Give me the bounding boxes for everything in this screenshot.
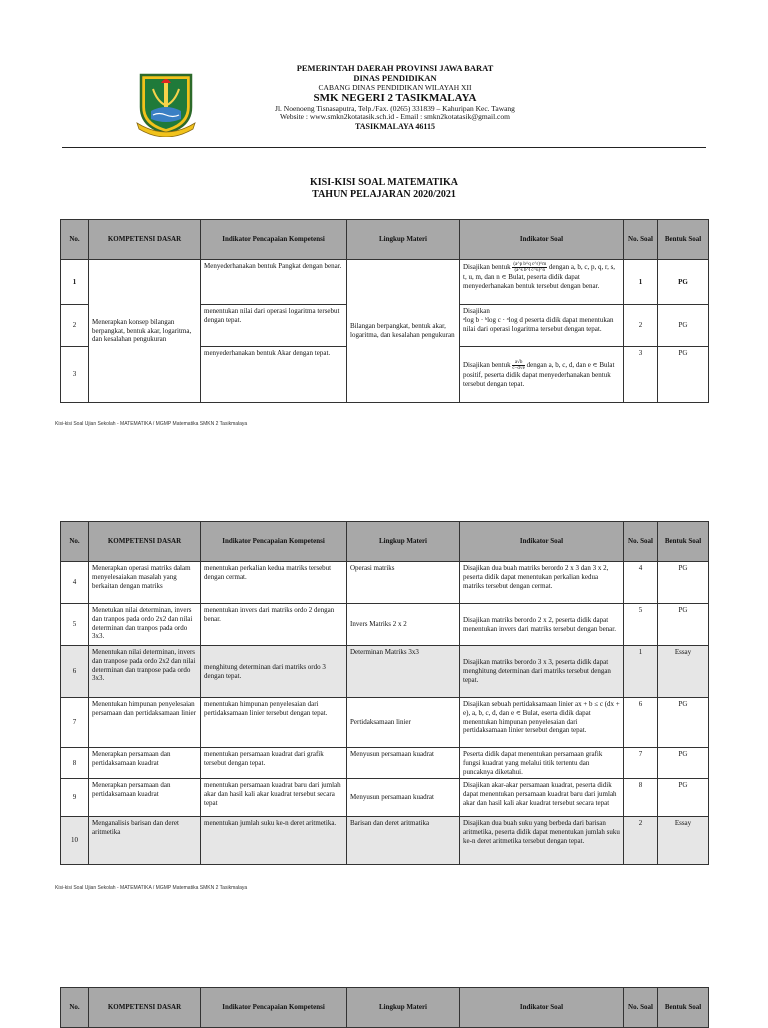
fraction-denominator: c−d√e — [512, 366, 525, 372]
table-row — [61, 646, 709, 698]
grid-table-1 — [60, 219, 709, 403]
indikator-rest: dengan a, b, c, p, q, r, s, t, u, m, dan n ∊ Bulat, peserta didik dapat menyederhanakan bentuk tersebut dengan benar. — [463, 263, 616, 290]
row-indikator: Disajikan akar-akar persamaan kuadrat, peserta didik dapat menentukan persamaan kuadrat baru dari jumlah akar dan hasil kali akar kuadrat tersebut secara tepat — [460, 779, 624, 817]
row-indikator: Disajikan matriks berordo 2 x 2, peserta didik dapat menentukan invers dari matriks tersebut dengan benar. — [460, 604, 624, 646]
school-contact: Website : www.smkn2kotatasik.sch.id - Email : smkn2kotatasik@gmail.com — [280, 112, 510, 122]
row-lingkup: Operasi matriks — [347, 562, 460, 604]
row-indikator: Disajikan dua buah suku yang berbeda dari barisan aritmetika, peserta didik dapat menentukan jumlah suku ke-n deret aritmetika tersebut dengan tepat. — [460, 817, 624, 865]
row-indikator: Disajikan sebuah pertidaksamaan linier ax + b ≤ c (dx + e), a, b, c, d, dan e ∊ Bulat, eserta didik dapat menentukan himpunan penyelesaian dari pertidaksamaan linier tersebut dengan tepat. — [460, 698, 624, 748]
row-bentuk: PG — [658, 305, 709, 347]
row-lingkup: Invers Matriks 2 x 2 — [347, 604, 460, 646]
row-kd: Menerapkan operasi matriks dalam menyelesaiakan masalah yang berkaitan dengan matriks — [89, 562, 201, 604]
jawa-barat-crest-logo — [131, 67, 201, 137]
row-ipk: menentukan invers dari matriks ordo 2 dengan benar. — [201, 604, 347, 646]
row-kd: Menerapkan persamaan dan pertidaksamaan kuadrat — [89, 748, 201, 779]
header-kd: KOMPETENSI DASAR — [89, 988, 201, 1028]
indikator-lead: Disajikan — [463, 307, 490, 315]
row-ipk: menentukan jumlah suku ke-n deret aritmetika. — [201, 817, 347, 865]
header-indikator: Indikator Soal — [460, 220, 624, 260]
row-no: 1 — [61, 260, 89, 305]
table-header-row — [61, 988, 709, 1028]
row-ipk: menentukan persamaan kuadrat dari grafik tersebut dengan tepat. — [201, 748, 347, 779]
header-no-soal: No. Soal — [624, 220, 658, 260]
grid-table-3 — [60, 987, 709, 1028]
header-lingkup: Lingkup Materi — [347, 522, 460, 562]
header-ipk: Indikator Pencapaian Kompetensi — [201, 522, 347, 562]
header-lingkup: Lingkup Materi — [347, 988, 460, 1028]
row-kd: Menentukan himpunan penyelesaian persamaan dan pertidaksamaan linier — [89, 698, 201, 748]
row-bentuk: PG — [658, 260, 709, 305]
fraction-denominator: (a^s b^t c^u)^n — [514, 268, 545, 273]
row-no-soal: 4 — [624, 562, 658, 604]
row-lingkup: Pertidaksamaan linier — [347, 698, 460, 748]
row-indikator — [460, 260, 624, 305]
page-footer: Kisi-kisi Soal Ujian Sekolah - MATEMATIKA / MGMP Matematika SMKN 2 Tasikmalaya — [55, 885, 248, 891]
row-indikator — [460, 305, 624, 347]
page-footer: Kisi-kisi Soal Ujian Sekolah - MATEMATIKA / MGMP Matematika SMKN 2 Tasikmalaya — [55, 421, 248, 427]
header-no: No. — [61, 988, 89, 1028]
row-no: 2 — [61, 305, 89, 347]
letterhead — [230, 64, 560, 131]
indikator-rest: dengan a, b, c, d, dan e ∊ Bulat positif, peserta didik dapat menyederhanakan bentuk tersebut dengan tepat. — [463, 361, 615, 388]
row-lingkup: Barisan dan deret aritmatika — [347, 817, 460, 865]
header-kd: KOMPETENSI DASAR — [89, 220, 201, 260]
document-subtitle: TAHUN PELAJARAN 2020/2021 — [312, 189, 456, 200]
row-lingkup: Determinan Matriks 3x3 — [347, 646, 460, 698]
indikator-lead: Disajikan bentuk — [463, 361, 511, 370]
row-ipk: menentukan persamaan kuadrat baru dari jumlah akar dan hasil kali akar kuadrat tersebut secara tepat — [201, 779, 347, 817]
row-kd: Menentukan nilai determinan, invers dan tranpose pada ordo 2x2 dan nilai determinan dan tranpose pada ordo 3x3. — [89, 646, 201, 698]
row-ipk: menentukan perkalian kedua matriks tersebut dengan cermat. — [201, 562, 347, 604]
row-no: 7 — [61, 698, 89, 748]
header-ipk: Indikator Pencapaian Kompetensi — [201, 220, 347, 260]
indikator-lead: Disajikan bentuk — [463, 263, 511, 272]
table-row — [61, 779, 709, 817]
row-no: 5 — [61, 604, 89, 646]
row-kd: Menganalisis barisan dan deret aritmetika — [89, 817, 201, 865]
header-no-soal: No. Soal — [624, 988, 658, 1028]
header-bentuk: Bentuk Soal — [658, 220, 709, 260]
header-ipk: Indikator Pencapaian Kompetensi — [201, 988, 347, 1028]
table-row — [61, 698, 709, 748]
row-indikator: Disajikan dua buah matriks berordo 2 x 3 dan 3 x 2, peserta didik dapat menentukan perkalian kedua matriks tersebut dengan cermat. — [460, 562, 624, 604]
row-ipk: menghitung determinan dari matriks ordo 3 dengan tepat. — [201, 646, 347, 698]
header-no: No. — [61, 522, 89, 562]
row-no-soal: 1 — [624, 260, 658, 305]
school-city: TASIKMALAYA 46115 — [355, 122, 435, 132]
row-no-soal: 3 — [624, 347, 658, 403]
row-no: 4 — [61, 562, 89, 604]
row-lingkup: Bilangan berpangkat, bentuk akar, logaritma, dan kesalahan pengukuran — [347, 260, 460, 403]
row-indikator: Disajikan matriks berordo 3 x 3, peserta didik dapat menghitung determinan dari matriks tersebut dengan tepat. — [460, 646, 624, 698]
branch-name: CABANG DINAS PENDIDIKAN WILAYAH XII — [318, 82, 472, 92]
row-bentuk: Essay — [658, 646, 709, 698]
row-no-soal: 8 — [624, 779, 658, 817]
row-bentuk: Essay — [658, 817, 709, 865]
indikator-rest: peserta didik dapat menentukan nilai dari operasi logaritma tersebut dengan tepat. — [463, 315, 614, 333]
row-bentuk: PG — [658, 698, 709, 748]
row-lingkup: Menyusun persamaan kuadrat — [347, 748, 460, 779]
fraction-numerator: (a^p b^q c^r)^m — [513, 262, 547, 267]
header-lingkup: Lingkup Materi — [347, 220, 460, 260]
row-no: 10 — [61, 817, 89, 865]
row-bentuk: PG — [658, 347, 709, 403]
header-bentuk: Bentuk Soal — [658, 988, 709, 1028]
grid-table-2 — [60, 521, 709, 865]
school-address: Jl. Noenoeng Tisnasaputra, Telp./Fax. (0265) 331839 – Kahuripan Kec. Tawang — [275, 103, 515, 113]
table-header-row — [61, 522, 709, 562]
row-ipk: menentukan nilai dari operasi logaritma tersebut dengan tepat. — [201, 305, 347, 347]
government-name: PEMERINTAH DAERAH PROVINSI JAWA BARAT — [296, 63, 494, 73]
school-name: SMK NEGERI 2 TASIKMALAYA — [313, 92, 477, 105]
row-kd: Menerapkan persamaan dan pertidaksamaan kuadrat — [89, 779, 201, 817]
row-no: 3 — [61, 347, 89, 403]
table-header-row — [61, 220, 709, 260]
row-no-soal: 7 — [624, 748, 658, 779]
table-row — [61, 604, 709, 646]
table-row — [61, 562, 709, 604]
letterhead-divider — [62, 147, 706, 148]
row-bentuk: PG — [658, 562, 709, 604]
row-bentuk: PG — [658, 748, 709, 779]
table-row — [61, 748, 709, 779]
header-bentuk: Bentuk Soal — [658, 522, 709, 562]
header-no-soal: No. Soal — [624, 522, 658, 562]
power-fraction — [512, 262, 547, 273]
row-ipk: menentukan himpunan penyelesaian dari pertidaksamaan linier tersebut dengan tepat. — [201, 698, 347, 748]
document-title: KISI-KISI SOAL MATEMATIKA — [310, 177, 458, 188]
row-kd: Menerapkan konsep bilangan berpangkat, bentuk akar, logaritma, dan kesalahan pengukuran — [89, 260, 201, 403]
header-indikator: Indikator Soal — [460, 522, 624, 562]
row-no-soal: 1 — [624, 646, 658, 698]
root-fraction — [512, 360, 525, 371]
header-kd: KOMPETENSI DASAR — [89, 522, 201, 562]
row-indikator: Peserta didik dapat menentukan persamaan grafik fungsi kuadrat yang melalui titik tertentu dan puncaknya diketahui. — [460, 748, 624, 779]
row-no-soal: 2 — [624, 817, 658, 865]
row-no-soal: 2 — [624, 305, 658, 347]
row-indikator — [460, 347, 624, 403]
row-no: 8 — [61, 748, 89, 779]
row-kd: Menetukan nilai determinan, invers dan tranpos pada ordo 2x2 dan nilai determinan dan tranpos pada ordo 3x3. — [89, 604, 201, 646]
row-bentuk: PG — [658, 779, 709, 817]
row-no: 6 — [61, 646, 89, 698]
row-bentuk: PG — [658, 604, 709, 646]
row-no-soal: 5 — [624, 604, 658, 646]
row-lingkup: Menyusun persamaan kuadrat — [347, 779, 460, 817]
department-name: DINAS PENDIDIKAN — [353, 72, 437, 83]
row-ipk: Menyederhanakan bentuk Pangkat dengan benar. — [201, 260, 347, 305]
row-ipk: menyederhanakan bentuk Akar dengan tepat. — [201, 347, 347, 403]
header-indikator: Indikator Soal — [460, 988, 624, 1028]
row-no: 9 — [61, 779, 89, 817]
table-row — [61, 817, 709, 865]
row-no-soal: 6 — [624, 698, 658, 748]
header-no: No. — [61, 220, 89, 260]
fraction-numerator: a√b — [512, 360, 525, 366]
log-formula: ᵃlog b · ᵇlog c · ᵃlog d — [463, 315, 523, 324]
table-row — [61, 260, 709, 305]
